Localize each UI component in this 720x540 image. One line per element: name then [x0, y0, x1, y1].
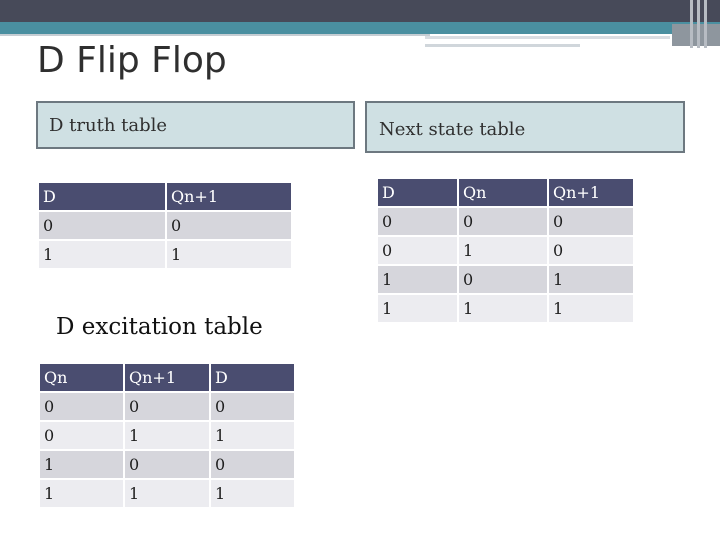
table-row — [40, 422, 294, 449]
table-cell: 0 — [125, 451, 209, 478]
header-stripe — [697, 0, 700, 48]
table-header-cell: Qn+1 — [549, 179, 633, 206]
table-cell: 0 — [378, 237, 457, 264]
table-cell: 0 — [549, 237, 633, 264]
table-cell: 0 — [40, 422, 123, 449]
table-cell: 1 — [378, 266, 457, 293]
table-cell: 1 — [211, 422, 294, 449]
header-bar-dark — [0, 0, 720, 22]
table-row — [40, 480, 294, 507]
header-bar-teal — [0, 22, 720, 34]
table-header-cell: Qn+1 — [167, 183, 291, 210]
table-header-cell: Qn — [459, 179, 547, 206]
table-row — [378, 237, 633, 264]
table-row — [378, 295, 633, 322]
truth-table — [37, 181, 293, 270]
table-cell: 1 — [167, 241, 291, 268]
table-cell: 0 — [211, 451, 294, 478]
table-header-cell: D — [378, 179, 457, 206]
table-row — [39, 241, 291, 268]
header-block-grey — [672, 24, 720, 46]
table-cell: 1 — [211, 480, 294, 507]
table-cell: 1 — [40, 451, 123, 478]
next-state-table — [376, 177, 635, 324]
table-header-cell: D — [39, 183, 165, 210]
table-cell: 0 — [39, 212, 165, 239]
excitation-table-heading: D excitation table — [56, 314, 263, 340]
excitation-table — [38, 362, 296, 509]
table-row — [39, 212, 291, 239]
header-stripe — [690, 0, 693, 48]
truth-table-label: D truth table — [49, 115, 168, 136]
table-cell: 1 — [549, 295, 633, 322]
table-cell: 1 — [549, 266, 633, 293]
header-stripe — [704, 0, 707, 48]
table-cell: 0 — [167, 212, 291, 239]
table-header-row — [39, 183, 291, 210]
header-rule-light — [425, 44, 580, 47]
table-cell: 0 — [459, 266, 547, 293]
next-state-table-label-box — [365, 101, 685, 153]
header-rule — [0, 34, 430, 36]
table-cell: 0 — [125, 393, 209, 420]
table-header-row — [378, 179, 633, 206]
table-cell: 1 — [39, 241, 165, 268]
table-cell: 1 — [40, 480, 123, 507]
table-cell: 0 — [40, 393, 123, 420]
table-header-cell: Qn+1 — [125, 364, 209, 391]
table-row — [40, 451, 294, 478]
table-cell: 1 — [378, 295, 457, 322]
table-cell: 1 — [125, 422, 209, 449]
table-cell: 0 — [549, 208, 633, 235]
table-header-cell: Qn — [40, 364, 123, 391]
table-cell: 1 — [125, 480, 209, 507]
table-row — [40, 393, 294, 420]
table-row — [378, 208, 633, 235]
table-cell: 1 — [459, 237, 547, 264]
table-cell: 0 — [211, 393, 294, 420]
slide-title: D Flip Flop — [37, 40, 227, 81]
table-header-row — [40, 364, 294, 391]
truth-table-label-box — [36, 101, 355, 149]
table-cell: 0 — [378, 208, 457, 235]
table-cell: 0 — [459, 208, 547, 235]
table-cell: 1 — [459, 295, 547, 322]
table-row — [378, 266, 633, 293]
header-rule-light — [425, 36, 670, 39]
next-state-table-label: Next state table — [379, 119, 526, 140]
table-header-cell: D — [211, 364, 294, 391]
